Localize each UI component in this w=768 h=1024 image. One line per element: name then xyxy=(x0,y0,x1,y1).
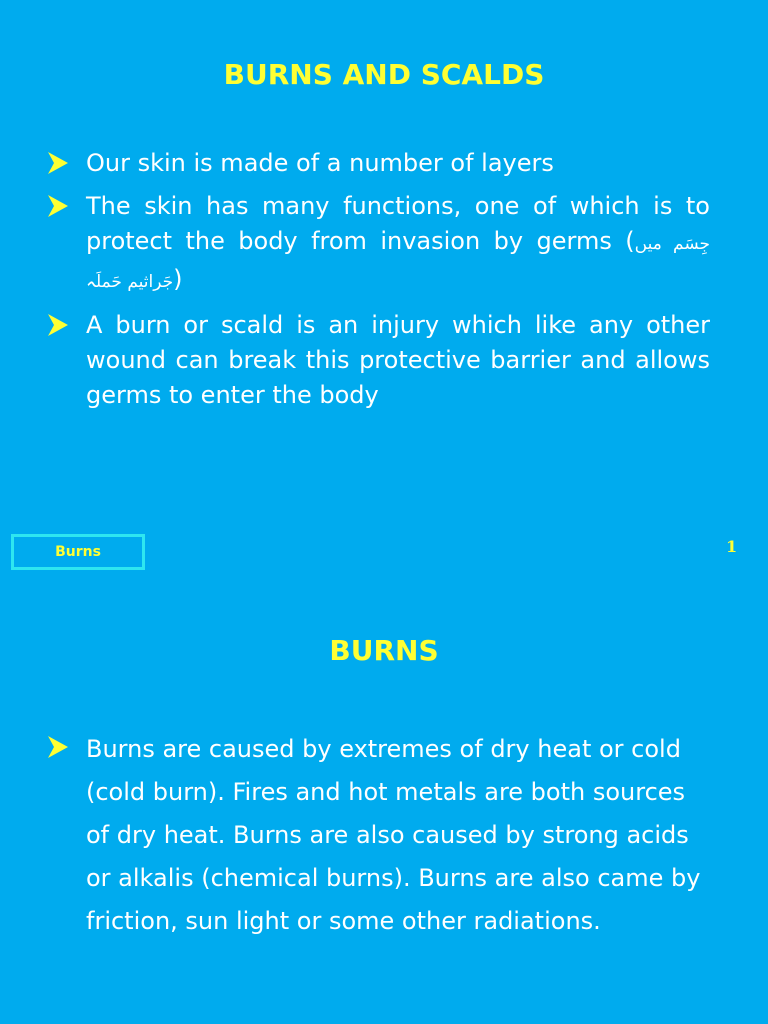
slide-title: BURNS xyxy=(329,634,439,667)
bullet-text: Burns are caused by extremes of dry heat or cold (cold burn). Fires and hot metals are both sources of dry heat. Burns are also caused by strong acids or alkalis (chemical burns). Burns are also came by friction, sun light or some other radiations. xyxy=(86,735,701,935)
arrowhead-bullet-icon xyxy=(48,736,68,758)
bullet-text: The skin has many functions, one of which is to protect the body from invasion by germs ( xyxy=(86,192,710,255)
bullet-list xyxy=(48,146,710,421)
bullet-text: Our skin is made of a number of layers xyxy=(86,149,554,177)
bullet-text-close: ) xyxy=(173,265,183,293)
bullet-item xyxy=(48,308,710,413)
arrowhead-bullet-icon xyxy=(48,195,68,217)
arrowhead-bullet-icon xyxy=(48,314,68,336)
footer-label-box xyxy=(11,534,145,570)
urdu-text: جِسَم میں جَراثیم حَملَہ xyxy=(86,234,710,292)
bullet-item xyxy=(48,728,710,943)
arrowhead-bullet-icon xyxy=(48,152,68,174)
bullet-text: A burn or scald is an injury which like any other wound can break this protective barrier and allows germs to enter the body xyxy=(86,311,710,409)
footer-label: Burns xyxy=(55,544,101,560)
page-number: 1 xyxy=(726,537,738,556)
bullet-list xyxy=(48,728,710,943)
slide-title: BURNS AND SCALDS xyxy=(223,58,545,91)
bullet-item xyxy=(48,146,710,181)
bullet-item xyxy=(48,189,710,300)
